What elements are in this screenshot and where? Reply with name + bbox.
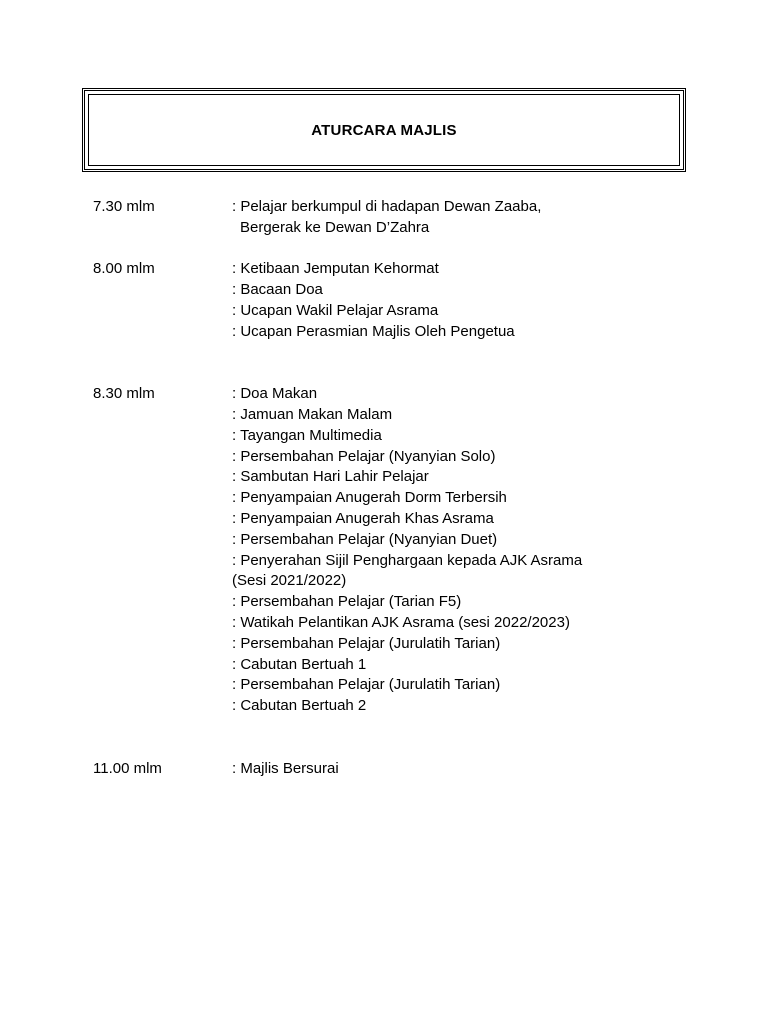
title-box [82,88,686,172]
schedule-time: 11.00 mlm [93,759,162,777]
schedule-item: : Persembahan Pelajar (Jurulatih Tarian) [232,634,501,652]
schedule-block-800 [93,259,693,342]
schedule-item: : Persembahan Pelajar (Nyanyian Duet) [232,530,498,548]
schedule-items [232,259,693,342]
schedule-time: 7.30 mlm [93,198,155,215]
schedule-item: (Sesi 2021/2022) [232,572,347,590]
schedule-item: : Cabutan Bertuah 2 [232,697,367,715]
schedule-item: : Tayangan Multimedia [232,426,382,444]
schedule-items [232,384,693,717]
schedule-item: : Persembahan Pelajar (Tarian F5) [232,593,462,611]
document-title: ATURCARA MAJLIS [311,121,457,139]
schedule-item: : Ketibaan Jemputan Kehormat [232,260,439,278]
schedule-item: : Watikah Pelantikan AJK Asrama (sesi 2022/2023) [232,613,570,631]
schedule-item: : Sambutan Hari Lahir Pelajar [232,468,429,486]
schedule-item: : Persembahan Pelajar (Jurulatih Tarian) [232,676,501,694]
schedule-block-830 [93,384,693,717]
schedule-item: : Persembahan Pelajar (Nyanyian Solo) [232,447,496,465]
schedule-item: : Bacaan Doa [232,281,323,299]
schedule-item: : Penyerahan Sijil Penghargaan kepada AJK Asrama [232,551,583,569]
schedule-item: : Ucapan Wakil Pelajar Asrama [232,301,439,319]
schedule-items [232,197,693,239]
schedule-item: : Jamuan Makan Malam [232,405,393,423]
schedule-item: : Majlis Bersurai [232,759,339,777]
schedule-item: : Penyampaian Anugerah Dorm Terbersih [232,489,507,507]
schedule-time: 8.30 mlm [93,385,155,403]
schedule-item: : Doa Makan [232,385,318,403]
schedule-time: 8.00 mlm [93,260,155,278]
schedule-block-1100 [93,759,693,780]
schedule-block-730 [93,197,693,239]
schedule-item: : Pelajar berkumpul di hadapan Dewan Zaaba, [232,198,542,215]
schedule [93,197,693,779]
schedule-item: Bergerak ke Dewan D’Zahra [240,218,430,236]
schedule-items [232,759,693,780]
schedule-item: : Ucapan Perasmian Majlis Oleh Pengetua [232,322,515,340]
schedule-item: : Penyampaian Anugerah Khas Asrama [232,509,494,527]
schedule-item: : Cabutan Bertuah 1 [232,655,367,673]
